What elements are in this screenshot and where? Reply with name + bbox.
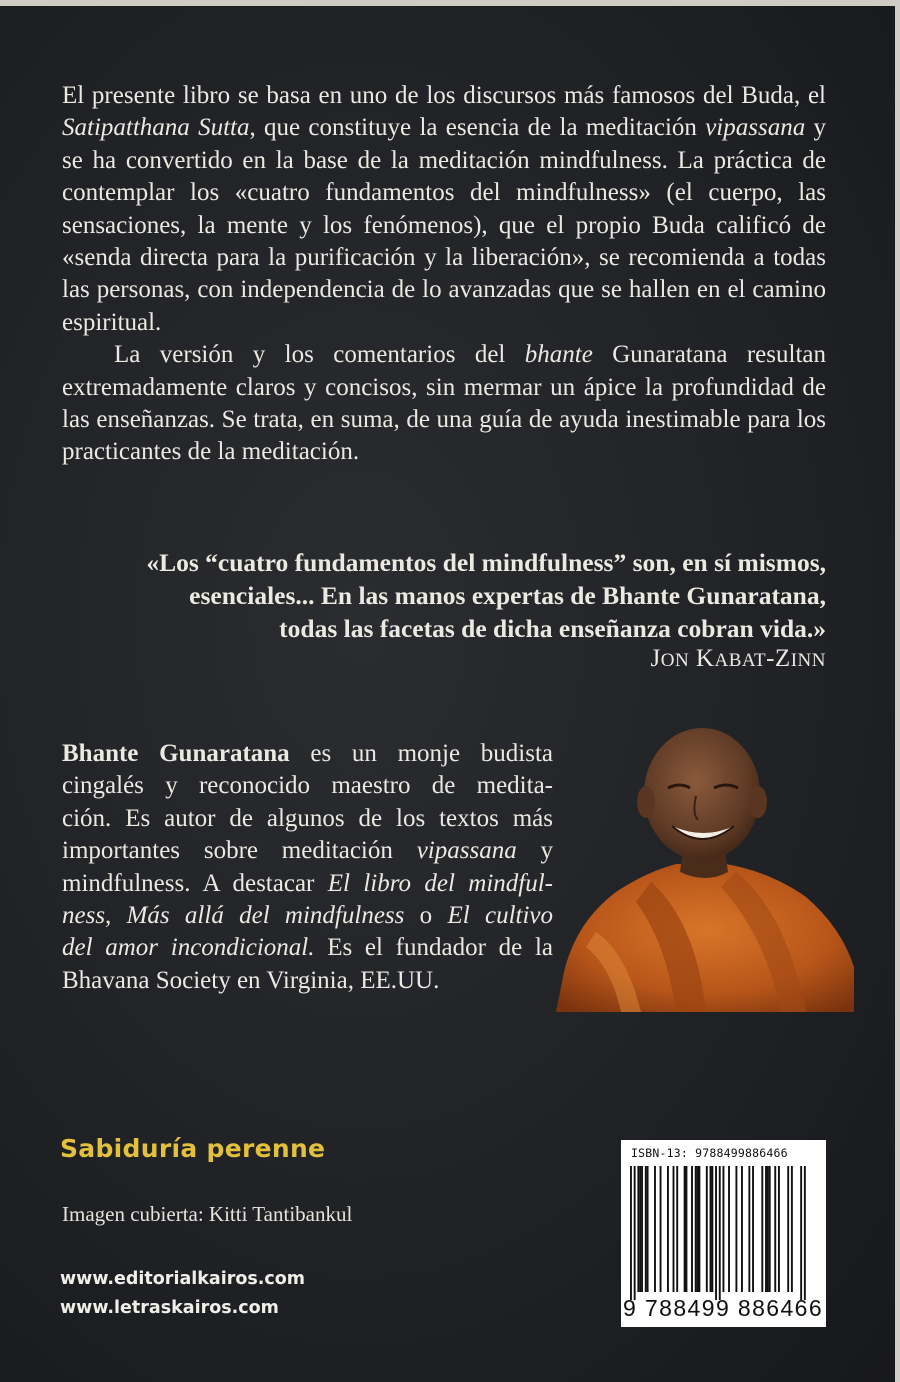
endorsement-quote (62, 546, 826, 645)
isbn-barcode (621, 1140, 826, 1327)
isbn-label: ISBN-13: 9788499886466 (631, 1146, 788, 1160)
barcode-bar (774, 1166, 776, 1292)
author-letter: J (650, 645, 661, 672)
barcode-bar (673, 1166, 675, 1292)
synopsis-text: , que constituye la esencia de la meditación (249, 114, 706, 142)
barcode-bar (767, 1166, 769, 1292)
barcode-bar (748, 1166, 750, 1292)
barcode-bar (752, 1166, 754, 1292)
barcode-bar (710, 1166, 712, 1292)
author-letter: -Z (766, 645, 791, 672)
barcode-bar (706, 1166, 708, 1292)
bio-line (62, 835, 553, 867)
bio-line: ción. Es autor de algunos de los textos más (62, 804, 553, 832)
author-smallcaps: ON (660, 650, 690, 671)
barcode-bar (723, 1166, 725, 1292)
barcode-bar (667, 1166, 669, 1292)
barcode-bar (641, 1166, 643, 1292)
barcode-bar (676, 1166, 678, 1292)
synopsis-text: El presente libro se basa en uno de los discursos más famosos del Buda, el (62, 82, 826, 109)
barcode-bar (660, 1166, 662, 1292)
bio-text: es un monje budista (289, 740, 554, 767)
sutta-title: Satipatthana Sutta (62, 114, 250, 142)
barcode-bar (686, 1166, 688, 1292)
bio-line (62, 932, 553, 964)
synopsis-text: y se ha convertido en la base de la meditación mindfulness. La práctica de contemplar los «cuatro fundamentos del mindfulness» (el cuerpo, las sensaciones, la mente y los fenómenos), que el propio Buda calificó de «senda directa para la purificación y la liberación», se recomienda a todas las personas, con independencia de lo avanzadas que se hallen en el camino espiritual. (62, 114, 826, 336)
author-smallcaps: INN (790, 650, 826, 671)
cover-image-credit: Imagen cubierta: Kitti Tantibankul (62, 1202, 353, 1226)
barcode-bar (639, 1166, 641, 1292)
bio-text: Es el fundador de la (314, 934, 553, 962)
synopsis-text: Gunaratana resultan extremadamente claros y concisos, sin mermar un ápice la profundidad de las enseñanzas. Se trata, en suma, de una guía de ayuda inestimable para los practicantes de la meditación. (62, 341, 826, 466)
barcode-bar (728, 1166, 730, 1292)
barcode-bar (691, 1166, 693, 1292)
barcode-bar (647, 1166, 649, 1292)
bio-text: o (404, 902, 448, 930)
publisher-url-editorial[interactable]: www.editorialkairos.com (60, 1269, 306, 1289)
isbn-digits: 9 788499 886466 (623, 1295, 824, 1321)
portrait-illustration (556, 722, 854, 1012)
barcode-bar (645, 1166, 647, 1292)
barcode-bar (765, 1166, 767, 1292)
quote-author (650, 645, 826, 673)
quote-line: esenciales... En las manos expertas de Bhante Gunaratana, (189, 581, 826, 610)
barcode-bar (787, 1166, 789, 1292)
bio-line (62, 738, 553, 770)
author-smallcaps: ABAT (714, 650, 767, 671)
barcode-bar (634, 1166, 636, 1300)
synopsis-paragraph-2 (62, 339, 826, 469)
barcode-bar (761, 1166, 763, 1292)
barcode-bar (791, 1166, 793, 1292)
bio-line (62, 868, 553, 900)
bio-text: importantes sobre meditación (62, 837, 417, 865)
bio-term: vipassana (416, 837, 517, 865)
barcode-bar (741, 1166, 743, 1292)
barcode-bar (684, 1166, 686, 1292)
barcode-bar (697, 1166, 699, 1292)
barcode-bar (630, 1166, 632, 1300)
book-title: del amor incondicional. (62, 934, 315, 962)
synopsis-paragraph-1 (62, 80, 826, 339)
bio-text: mindfulness. A destacar (62, 869, 328, 897)
bhante-term: bhante (524, 341, 593, 369)
bio-text: y (516, 837, 553, 865)
barcode-bar (698, 1166, 700, 1292)
barcode-bar (778, 1166, 780, 1292)
synopsis-text: La versión y los comentarios del (114, 341, 525, 369)
bio-line: cingalés y reconocido maestro de medita- (62, 772, 553, 800)
book-title: El libro del mindful- (327, 869, 553, 897)
bio-line (62, 900, 553, 932)
quote-line: «Los “cuatro fundamentos del mindfulness” son, en sí mismos, (146, 548, 826, 577)
barcode-bar (769, 1166, 771, 1292)
monk-portrait-icon (556, 722, 854, 1012)
barcode-bar (735, 1166, 737, 1292)
vipassana-term: vipassana (705, 114, 806, 142)
book-title: El cultivo (447, 902, 554, 930)
author-letter: K (689, 645, 715, 672)
publisher-url-letras[interactable]: www.letraskairos.com (60, 1298, 279, 1318)
series-name: Sabiduría perenne (60, 1134, 326, 1163)
barcode-bar (654, 1166, 656, 1292)
synopsis (62, 80, 826, 469)
barcode-bar (804, 1166, 806, 1300)
book-title: ness, Más allá del mindfulness (62, 902, 405, 930)
author-bio (62, 738, 553, 997)
cover-edge-right (895, 0, 900, 1382)
cover-edge-top (0, 0, 900, 6)
barcode-bar (800, 1166, 802, 1300)
barcode-bar (719, 1166, 721, 1300)
bio-line: Bhavana Society en Virginia, EE.UU. (62, 966, 440, 994)
barcode-bar (711, 1166, 713, 1292)
barcode-bar (715, 1166, 717, 1300)
author-name: Bhante Gunaratana (62, 740, 290, 767)
barcode-bar (695, 1166, 697, 1292)
barcode-bar (637, 1166, 639, 1292)
quote-line: todas las facetas de dicha enseñanza cobran vida.» (279, 614, 826, 643)
